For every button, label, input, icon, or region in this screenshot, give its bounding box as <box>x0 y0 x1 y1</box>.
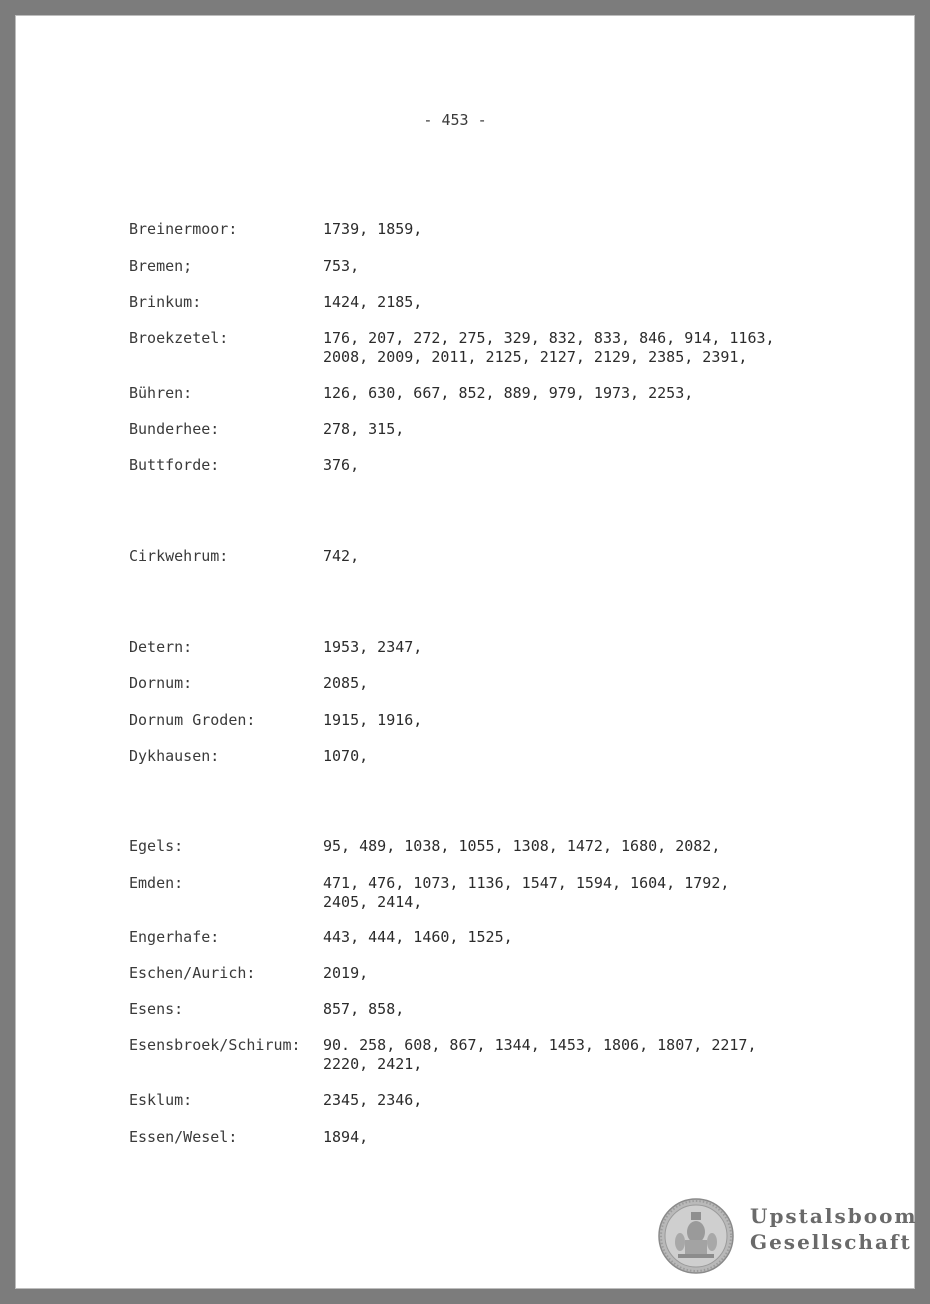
reference-numbers: 1953, 2347, <box>323 638 423 656</box>
reference-numbers: 753, <box>323 257 360 275</box>
page-number: - 453 - <box>423 111 487 129</box>
place-name: Esensbroek/Schirum: <box>129 1036 301 1054</box>
reference-numbers: 278, 315, <box>323 420 405 438</box>
reference-numbers: 1739, 1859, <box>323 220 423 238</box>
seal-icon <box>658 1198 734 1274</box>
reference-numbers: 95, 489, 1038, 1055, 1308, 1472, 1680, 2082, <box>323 837 721 855</box>
reference-numbers: 443, 444, 1460, 1525, <box>323 928 513 946</box>
reference-numbers: 742, <box>323 547 360 565</box>
reference-numbers: 857, 858, <box>323 1000 405 1018</box>
reference-numbers: 1070, <box>323 747 369 765</box>
place-name: Detern: <box>129 638 193 656</box>
reference-numbers: 1894, <box>323 1128 369 1146</box>
place-name: Esens: <box>129 1000 184 1018</box>
reference-numbers: 126, 630, 667, 852, 889, 979, 1973, 2253, <box>323 384 694 402</box>
place-name: Bühren: <box>129 384 193 402</box>
place-name: Egels: <box>129 837 184 855</box>
place-name: Dornum: <box>129 674 193 692</box>
reference-numbers: 90. 258, 608, 867, 1344, 1453, 1806, 1807, 2217, 2220, 2421, <box>323 1036 757 1073</box>
logo-text-line1: Upstalsboom <box>750 1204 918 1228</box>
place-name: Eschen/Aurich: <box>129 964 256 982</box>
document-page <box>15 15 918 1289</box>
upstalsboom-logo <box>658 1198 918 1278</box>
place-name: Engerhafe: <box>129 928 220 946</box>
reference-numbers: 1915, 1916, <box>323 711 423 729</box>
reference-numbers: 471, 476, 1073, 1136, 1547, 1594, 1604, 1792, 2405, 2414, <box>323 874 730 911</box>
place-name: Esklum: <box>129 1091 193 1109</box>
reference-numbers: 176, 207, 272, 275, 329, 832, 833, 846, 914, 1163, 2008, 2009, 2011, 2125, 2127, 2129, 2385, 2391, <box>323 329 775 366</box>
reference-numbers: 376, <box>323 456 360 474</box>
place-name: Brinkum: <box>129 293 202 311</box>
reference-numbers: 2345, 2346, <box>323 1091 423 1109</box>
place-name: Broekzetel: <box>129 329 229 347</box>
reference-numbers: 2019, <box>323 964 369 982</box>
place-name: Bunderhee: <box>129 420 220 438</box>
reference-numbers: 2085, <box>323 674 369 692</box>
place-name: Bremen; <box>129 257 193 275</box>
place-name: Breinermoor: <box>129 220 238 238</box>
logo-text-line2: Gesellschaft <box>750 1230 912 1254</box>
place-name: Cirkwehrum: <box>129 547 229 565</box>
place-name: Dykhausen: <box>129 747 220 765</box>
reference-numbers: 1424, 2185, <box>323 293 423 311</box>
place-name: Buttforde: <box>129 456 220 474</box>
place-name: Emden: <box>129 874 184 892</box>
place-name: Essen/Wesel: <box>129 1128 238 1146</box>
place-name: Dornum Groden: <box>129 711 256 729</box>
